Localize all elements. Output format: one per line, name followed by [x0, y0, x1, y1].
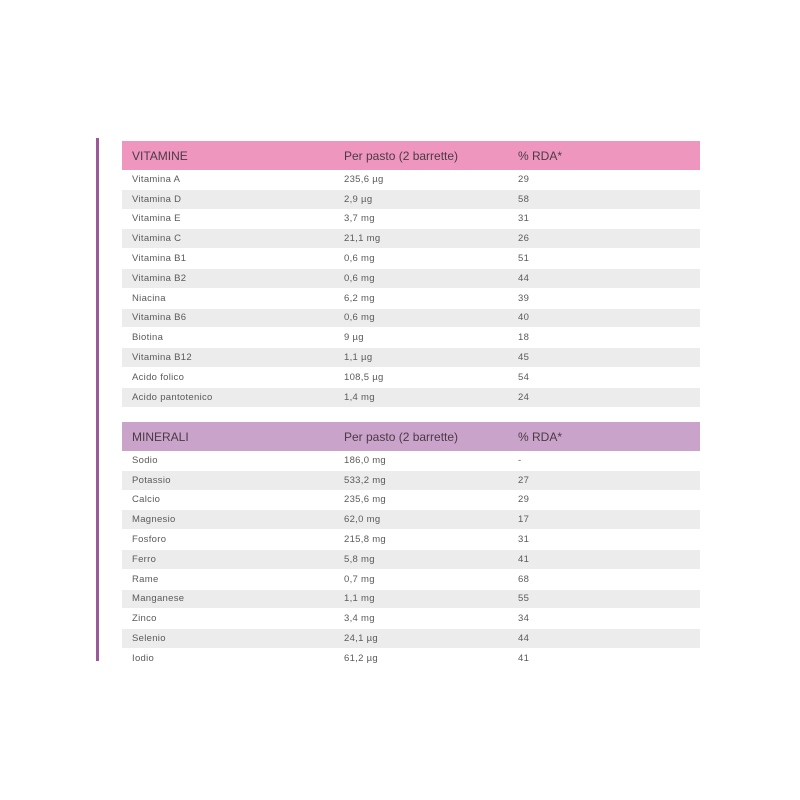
vitamine-header-rda: % RDA* [508, 141, 700, 170]
per-pasto-cell: 9 µg [334, 328, 508, 348]
vitamine-table-container [122, 141, 700, 408]
minerali-header-rda: % RDA* [508, 422, 700, 451]
minerali-header-row [122, 422, 700, 451]
rda-cell: 18 [508, 328, 700, 348]
per-pasto-cell: 235,6 µg [334, 170, 508, 189]
rda-cell: 34 [508, 609, 700, 629]
per-pasto-cell: 533,2 mg [334, 470, 508, 490]
table-row [122, 530, 700, 550]
nutrient-cell: Vitamina D [122, 189, 334, 209]
nutrient-cell: Vitamina B1 [122, 249, 334, 269]
nutrient-cell: Niacina [122, 288, 334, 308]
per-pasto-cell: 0,6 mg [334, 249, 508, 269]
rda-cell: 31 [508, 530, 700, 550]
per-pasto-cell: 215,8 mg [334, 530, 508, 550]
table-row [122, 189, 700, 209]
nutrient-cell: Vitamina C [122, 229, 334, 249]
table-row [122, 229, 700, 249]
rda-cell: 44 [508, 629, 700, 649]
nutrient-cell: Fosforo [122, 530, 334, 550]
minerali-header-nutrient: MINERALI [122, 422, 334, 451]
per-pasto-cell: 186,0 mg [334, 451, 508, 470]
rda-cell: 40 [508, 308, 700, 328]
nutrient-cell: Biotina [122, 328, 334, 348]
per-pasto-cell: 6,2 mg [334, 288, 508, 308]
per-pasto-cell: 61,2 µg [334, 648, 508, 668]
vitamine-table [122, 141, 700, 408]
nutrient-cell: Acido pantotenico [122, 387, 334, 407]
nutrient-cell: Vitamina B12 [122, 348, 334, 368]
table-row [122, 549, 700, 569]
nutrient-cell: Ferro [122, 549, 334, 569]
nutrient-cell: Vitamina B6 [122, 308, 334, 328]
nutrient-cell: Zinco [122, 609, 334, 629]
vitamine-header-row [122, 141, 700, 170]
nutrient-cell: Magnesio [122, 510, 334, 530]
table-row [122, 170, 700, 189]
per-pasto-cell: 235,6 mg [334, 490, 508, 510]
per-pasto-cell: 62,0 mg [334, 510, 508, 530]
rda-cell: 45 [508, 348, 700, 368]
per-pasto-cell: 0,7 mg [334, 569, 508, 589]
minerali-table-body [122, 451, 700, 668]
table-row [122, 589, 700, 609]
per-pasto-cell: 108,5 µg [334, 367, 508, 387]
table-row [122, 470, 700, 490]
per-pasto-cell: 24,1 µg [334, 629, 508, 649]
table-row [122, 209, 700, 229]
nutrient-cell: Manganese [122, 589, 334, 609]
nutrient-cell: Vitamina A [122, 170, 334, 189]
minerali-header-per-pasto: Per pasto (2 barrette) [334, 422, 508, 451]
nutrient-cell: Acido folico [122, 367, 334, 387]
table-row [122, 268, 700, 288]
nutrient-cell: Vitamina E [122, 209, 334, 229]
nutrient-cell: Selenio [122, 629, 334, 649]
per-pasto-cell: 0,6 mg [334, 268, 508, 288]
per-pasto-cell: 1,4 mg [334, 387, 508, 407]
rda-cell: 41 [508, 648, 700, 668]
nutrient-cell: Iodio [122, 648, 334, 668]
table-row [122, 629, 700, 649]
rda-cell: 31 [508, 209, 700, 229]
rda-cell: 54 [508, 367, 700, 387]
nutrient-cell: Calcio [122, 490, 334, 510]
rda-cell: 55 [508, 589, 700, 609]
rda-cell: 44 [508, 268, 700, 288]
per-pasto-cell: 1,1 mg [334, 589, 508, 609]
table-row [122, 387, 700, 407]
per-pasto-cell: 21,1 mg [334, 229, 508, 249]
table-row [122, 348, 700, 368]
per-pasto-cell: 3,4 mg [334, 609, 508, 629]
per-pasto-cell: 1,1 µg [334, 348, 508, 368]
table-row [122, 308, 700, 328]
rda-cell: 24 [508, 387, 700, 407]
rda-cell: 58 [508, 189, 700, 209]
table-row [122, 510, 700, 530]
nutrient-cell: Rame [122, 569, 334, 589]
table-row [122, 288, 700, 308]
per-pasto-cell: 0,6 mg [334, 308, 508, 328]
rda-cell: 29 [508, 490, 700, 510]
vitamine-header-per-pasto: Per pasto (2 barrette) [334, 141, 508, 170]
table-row [122, 451, 700, 470]
minerali-table-container [122, 422, 700, 669]
rda-cell: 39 [508, 288, 700, 308]
table-row [122, 648, 700, 668]
table-row [122, 367, 700, 387]
nutrient-cell: Potassio [122, 470, 334, 490]
rda-cell: 51 [508, 249, 700, 269]
vitamine-header-nutrient: VITAMINE [122, 141, 334, 170]
nutrient-cell: Sodio [122, 451, 334, 470]
table-row [122, 328, 700, 348]
rda-cell: - [508, 451, 700, 470]
table-row [122, 609, 700, 629]
rda-cell: 17 [508, 510, 700, 530]
rda-cell: 41 [508, 549, 700, 569]
per-pasto-cell: 5,8 mg [334, 549, 508, 569]
minerali-table [122, 422, 700, 669]
rda-cell: 29 [508, 170, 700, 189]
rda-cell: 27 [508, 470, 700, 490]
table-row [122, 569, 700, 589]
accent-bar [96, 138, 99, 661]
per-pasto-cell: 3,7 mg [334, 209, 508, 229]
vitamine-table-body [122, 170, 700, 407]
per-pasto-cell: 2,9 µg [334, 189, 508, 209]
rda-cell: 68 [508, 569, 700, 589]
table-row [122, 490, 700, 510]
table-row [122, 249, 700, 269]
rda-cell: 26 [508, 229, 700, 249]
nutrient-cell: Vitamina B2 [122, 268, 334, 288]
